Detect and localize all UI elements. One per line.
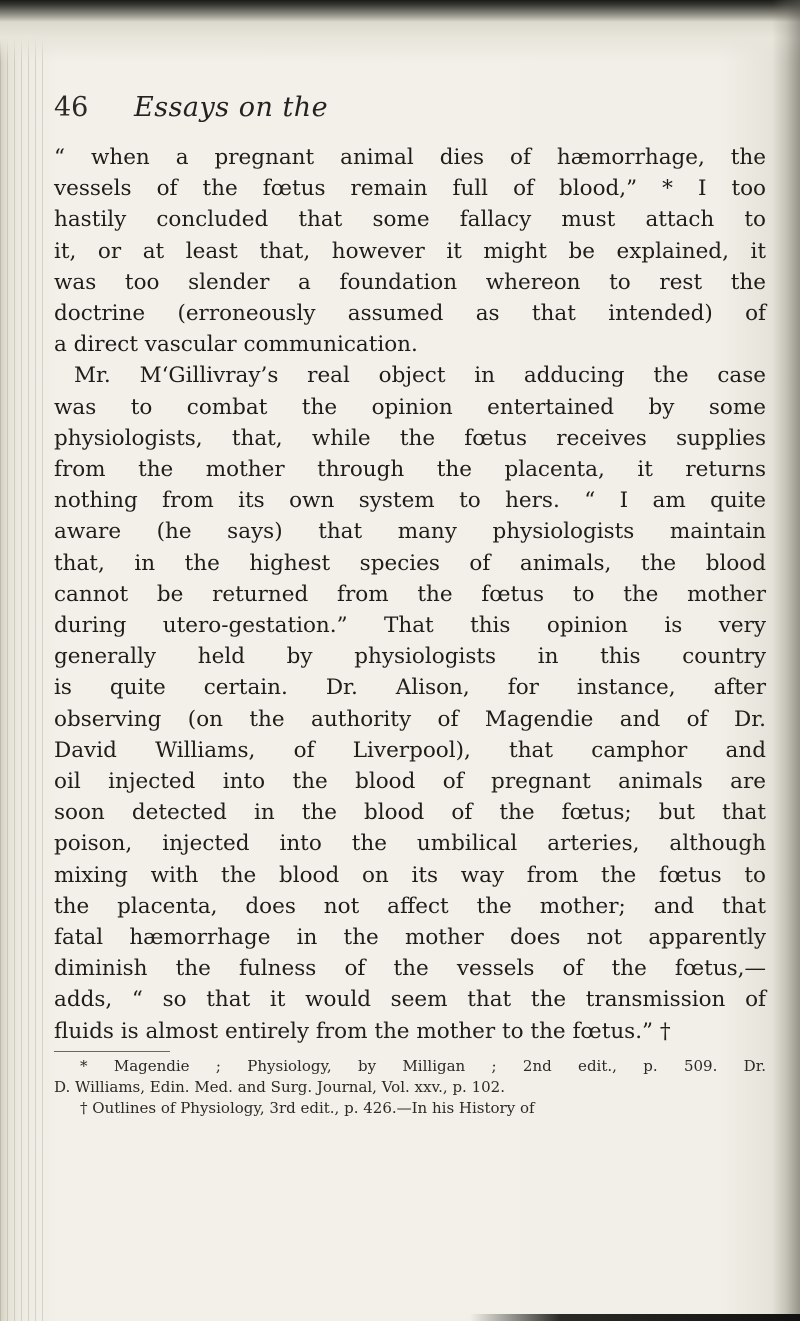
body-line: from the mother through the placenta, it returns bbox=[54, 457, 766, 483]
body-line: it, or at least that, however it might be explained, it bbox=[54, 238, 766, 264]
top-rim bbox=[0, 0, 800, 22]
body-line: a direct vascular communication. bbox=[54, 332, 418, 358]
body-line: oil injected into the blood of pregnant animals are bbox=[54, 769, 766, 795]
body-line: fatal hæmorrhage in the mother does not apparently bbox=[54, 925, 766, 951]
book-page bbox=[54, 92, 766, 1119]
footnote-line: D. Williams, Edin. Med. and Surg. Journal, Vol. xxv., p. 102. bbox=[54, 1077, 505, 1096]
body-line: “ when a pregnant animal dies of hæmorrhage, the bbox=[54, 145, 766, 170]
footnote-line: * Magendie ; Physiology, by Milligan ; 2nd edit., p. 509. Dr. bbox=[80, 1056, 766, 1075]
body-line: was too slender a foundation whereon to rest the bbox=[54, 269, 766, 295]
body-line: the placenta, does not affect the mother; and that bbox=[54, 893, 766, 919]
right-page-edge bbox=[772, 0, 800, 1321]
page-number: 46 bbox=[54, 92, 89, 123]
footnotes bbox=[54, 1056, 766, 1119]
body-line: diminish the fulness of the vessels of the fœtus,— bbox=[54, 956, 766, 982]
body-line: physiologists, that, while the fœtus receives supplies bbox=[54, 425, 766, 451]
body-line: fluids is almost entirely from the mother to the fœtus.” † bbox=[54, 1018, 671, 1044]
footnote-line: † Outlines of Physiology, 3rd edit., p. 426.—In his History of bbox=[80, 1098, 535, 1117]
body-line: was to combat the opinion entertained by some bbox=[54, 394, 766, 420]
body-line: hastily concluded that some fallacy must attach to bbox=[54, 207, 766, 233]
body-line: David Williams, of Liverpool), that camphor and bbox=[54, 737, 766, 763]
body-line: during utero-gestation.” That this opinion is very bbox=[54, 613, 766, 639]
body-line: that, in the highest species of animals, the blood bbox=[54, 550, 766, 576]
running-head bbox=[54, 92, 766, 140]
body-line: aware (he says) that many physiologists maintain bbox=[54, 519, 766, 545]
bottom-edge-mark bbox=[470, 1314, 800, 1321]
body-line: observing (on the authority of Magendie and of Dr. bbox=[54, 706, 766, 732]
running-title: Essays on the bbox=[134, 92, 329, 123]
footnote-rule bbox=[54, 1051, 170, 1052]
body-line: is quite certain. Dr. Alison, for instance, after bbox=[54, 675, 766, 701]
body-line: adds, “ so that it would seem that the transmission of bbox=[54, 987, 766, 1013]
body-line: Mr. M‘Gillivray’s real object in adducing the case bbox=[74, 363, 766, 389]
body-line: poison, injected into the umbilical arteries, although bbox=[54, 831, 766, 857]
body-line: nothing from its own system to hers. “ I am quite bbox=[54, 488, 766, 514]
body-line: mixing with the blood on its way from the fœtus to bbox=[54, 862, 766, 888]
body-line: soon detected in the blood of the fœtus; but that bbox=[54, 800, 766, 826]
body-line: cannot be returned from the fœtus to the mother bbox=[54, 581, 766, 607]
body-line: doctrine (erroneously assumed as that intended) of bbox=[54, 301, 766, 327]
body-line: generally held by physiologists in this country bbox=[54, 644, 766, 670]
binding-gutter bbox=[0, 0, 48, 1321]
body-text bbox=[54, 142, 766, 1047]
body-line: vessels of the fœtus remain full of blood,” * I too bbox=[54, 176, 766, 202]
